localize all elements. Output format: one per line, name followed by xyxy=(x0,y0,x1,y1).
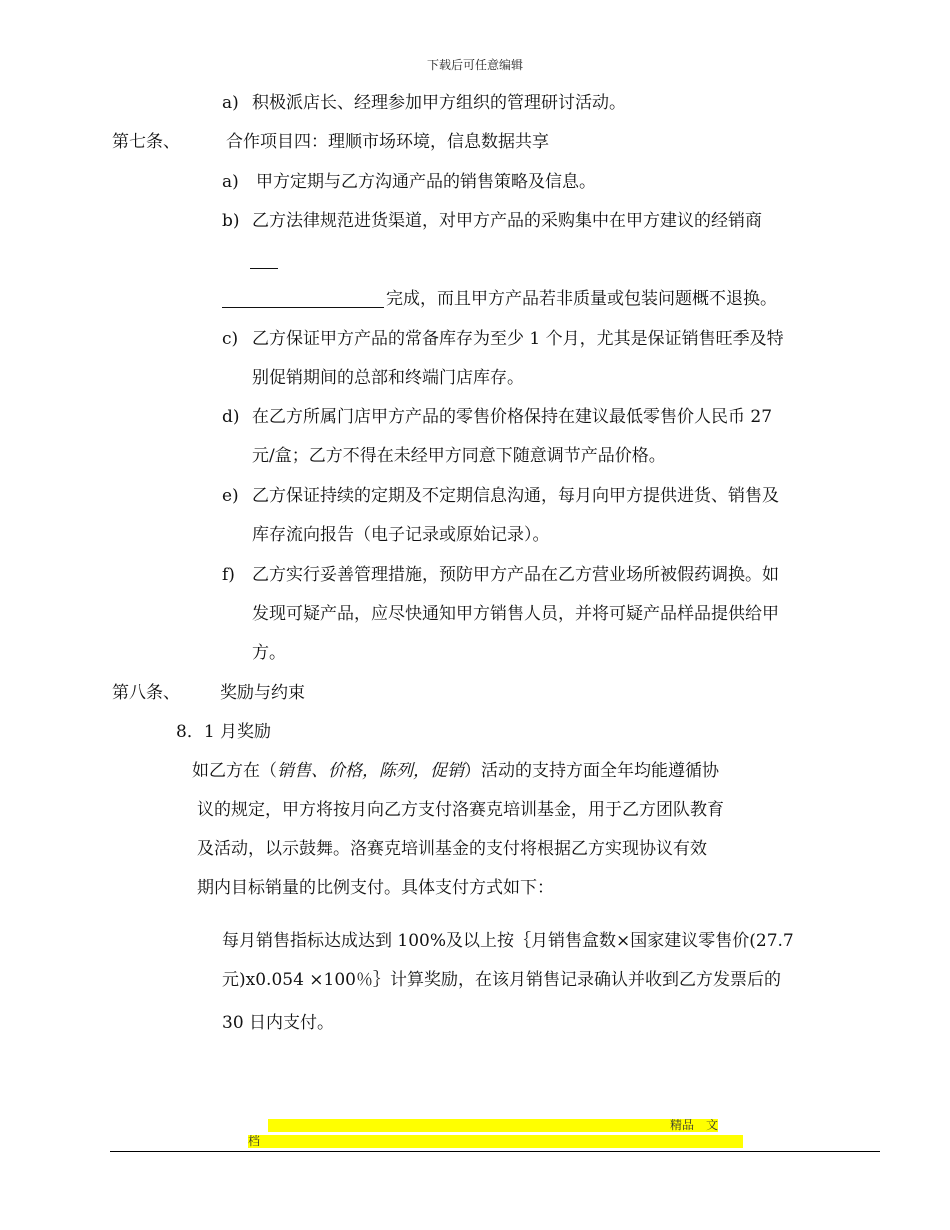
paragraph-line-2: 议的规定，甲方将按月向乙方支付洛赛克培训基金，用于乙方团队教育 xyxy=(197,800,724,820)
item-e-line-1: 乙方保证持续的定期及不定期信息沟通，每月向甲方提供进货、销售及 xyxy=(252,486,779,506)
footer-band-top xyxy=(268,1119,743,1132)
item-marker-d: d) xyxy=(222,407,240,427)
article-8-title: 奖励与约束 xyxy=(220,683,305,703)
item-c-line-2: 别促销期间的总部和终端门店库存。 xyxy=(252,368,524,388)
footer-label-a: 精品 文 xyxy=(670,1119,719,1132)
footer-band-bottom xyxy=(248,1135,743,1148)
item-f-line-1: 乙方实行妥善管理措施，预防甲方产品在乙方营业场所被假药调换。如 xyxy=(252,565,779,585)
item-b-line-1: 乙方法律规范进货渠道，对甲方产品的采购集中在甲方建议的经销商 xyxy=(252,211,762,231)
footer-label-b: 档 xyxy=(248,1135,261,1148)
blank-line-short xyxy=(250,254,278,269)
section-8-1-heading: 8．1 月奖励 xyxy=(176,722,272,742)
item-marker: a) xyxy=(222,93,239,113)
paragraph-line-3: 及活动，以示鼓舞。洛赛克培训基金的支付将根据乙方实现协议有效 xyxy=(197,839,707,859)
article-7-title: 合作项目四：理顺市场环境，信息数据共享 xyxy=(226,132,549,152)
formula-line-1: 每月销售指标达成达到 100%及以上按｛月销售盒数×国家建议零售价(27.7 xyxy=(222,931,794,951)
paragraph-italic-terms: 销售、价格，陈列，促销 xyxy=(277,761,464,781)
item-e-line-2: 库存流向报告（电子记录或原始记录）。 xyxy=(252,525,550,545)
header-note: 下载后可任意编辑 xyxy=(426,58,523,72)
item-text: 积极派店长、经理参加甲方组织的管理研讨活动。 xyxy=(252,93,626,113)
paragraph-line-4: 期内目标销量的比例支付。具体支付方式如下： xyxy=(197,878,554,898)
item-marker-e: e) xyxy=(222,486,239,506)
item-marker-c: c) xyxy=(222,329,239,349)
item-marker-f: f) xyxy=(222,565,235,585)
paragraph-line-1 xyxy=(192,760,719,782)
item-f-line-3: 方。 xyxy=(252,643,286,663)
item-marker-b: b) xyxy=(222,211,240,231)
paragraph-line-1-end: ）活动的支持方面全年均能遵循协 xyxy=(464,761,719,781)
item-marker-a: a) xyxy=(222,172,239,192)
item-d-line-1: 在乙方所属门店甲方产品的零售价格保持在建议最低零售价人民币 27 xyxy=(252,407,773,427)
blank-line-long xyxy=(222,293,384,308)
item-b-line-2: 完成，而且甲方产品若非质量或包装问题概不退换。 xyxy=(386,289,777,309)
article-8-label: 第八条、 xyxy=(112,683,180,703)
footer-rule xyxy=(110,1151,880,1152)
footer-dash-fill-top xyxy=(268,1119,668,1132)
footer-dash-fill-bottom xyxy=(260,1135,740,1148)
formula-line-2: 元)x0.054 ×100％｝计算奖励，在该月销售记录确认并收到乙方发票后的 xyxy=(222,970,781,990)
item-a-line-1: 甲方定期与乙方沟通产品的销售策略及信息。 xyxy=(256,172,596,192)
formula-line-3: 30 日内支付。 xyxy=(222,1013,335,1033)
item-c-line-1: 乙方保证甲方产品的常备库存为至少 1 个月，尤其是保证销售旺季及特 xyxy=(252,329,784,349)
article-7-label: 第七条、 xyxy=(112,132,180,152)
item-d-line-2: 元/盒；乙方不得在未经甲方同意下随意调节产品价格。 xyxy=(252,446,666,466)
item-f-line-2: 发现可疑产品，应尽快通知甲方销售人员，并将可疑产品样品提供给甲 xyxy=(252,604,779,624)
paragraph-line-1-start: 如乙方在（ xyxy=(192,761,277,781)
